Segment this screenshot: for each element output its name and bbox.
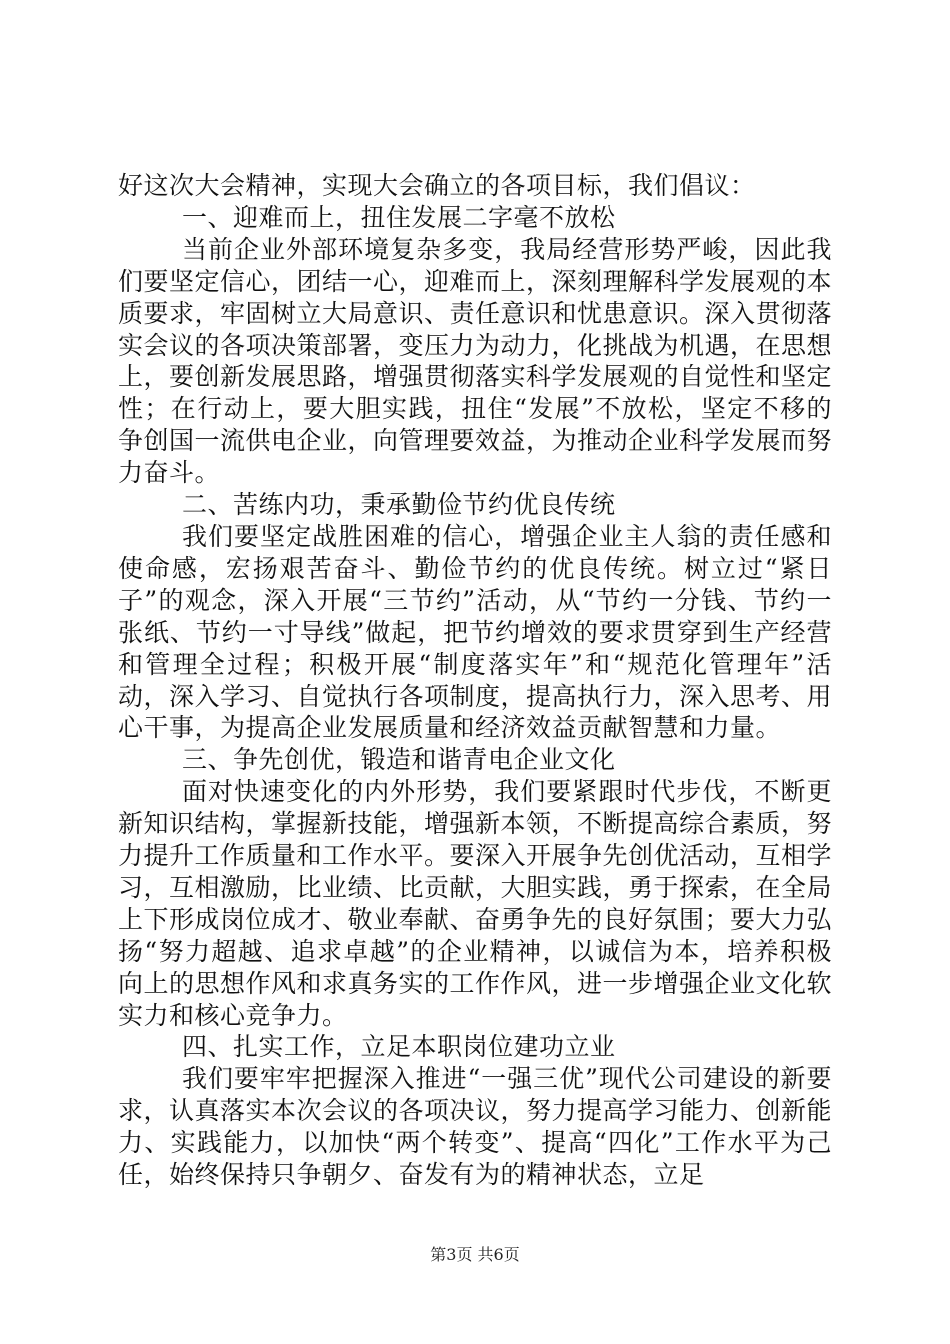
- page-number-footer: 第3页 共6页: [430, 1245, 520, 1264]
- document-body: [118, 170, 832, 1191]
- section-heading-3: 三、争先创优，锻造和谐青电企业文化: [182, 745, 616, 775]
- section-heading-1: 一、迎难而上，扭住发展二字毫不放松: [182, 202, 616, 232]
- section-paragraph-3: 面对快速变化的内外形势，我们要紧跟时代步伐，不断更新知识结构，掌握新技能，增强新本领，不断提高综合素质，努力提升工作质量和工作水平。要深入开展争先创优活动，互相学习，互相激励，比业绩、比贡献，大胆实践，勇于探索，在全局上下形成岗位成才、敬业奉献、奋勇争先的良好氛围；要大力弘扬“努力超越、追求卓越”的企业精神，以诚信为本，培养积极向上的思想作风和求真务实的工作作风，进一步增强企业文化软实力和核心竞争力。: [118, 777, 833, 1030]
- opening-paragraph: 好这次大会精神，实现大会确立的各项目标，我们倡议：: [118, 171, 756, 200]
- section-heading-4: 四、扎实工作，立足本职岗位建功立业: [182, 1032, 616, 1062]
- section-paragraph-4: 我们要牢牢把握深入推进“一强三优”现代公司建设的新要求，认真落实本次会议的各项决议，努力提高学习能力、创新能力、实践能力，以加快“两个转变”、提高“四化”工作水平为己任，始终保持只争朝夕、奋发有为的精神状态，立足: [118, 1064, 833, 1190]
- section-paragraph-2: 我们要坚定战胜困难的信心，增强企业主人翁的责任感和使命感，宏扬艰苦奋斗、勤俭节约的优良传统。树立过“紧日子”的观念，深入开展“三节约”活动，从“节约一分钱、节约一张纸、节约一寸导线”做起，把节约增效的要求贯穿到生产经营和管理全过程；积极开展“制度落实年”和“规范化管理年”活动，深入学习、自觉执行各项制度，提高执行力，深入思考、用心干事，为提高企业发展质量和经济效益贡献智慧和力量。: [118, 521, 833, 743]
- section-paragraph-1: 当前企业外部环境复杂多变，我局经营形势严峻，因此我们要坚定信心，团结一心，迎难而上，深刻理解科学发展观的本质要求，牢固树立大局意识、责任意识和忧患意识。深入贯彻落实会议的各项决策部署，变压力为动力，化挑战为机遇，在思想上，要创新发展思路，增强贯彻落实科学发展观的自觉性和坚定性；在行动上，要大胆实践，扭住“发展”不放松，坚定不移的争创国一流供电企业，向管理要效益，为推动企业科学发展而努力奋斗。: [118, 234, 833, 488]
- section-heading-2: 二、苦练内功，秉承勤俭节约优良传统: [182, 490, 616, 520]
